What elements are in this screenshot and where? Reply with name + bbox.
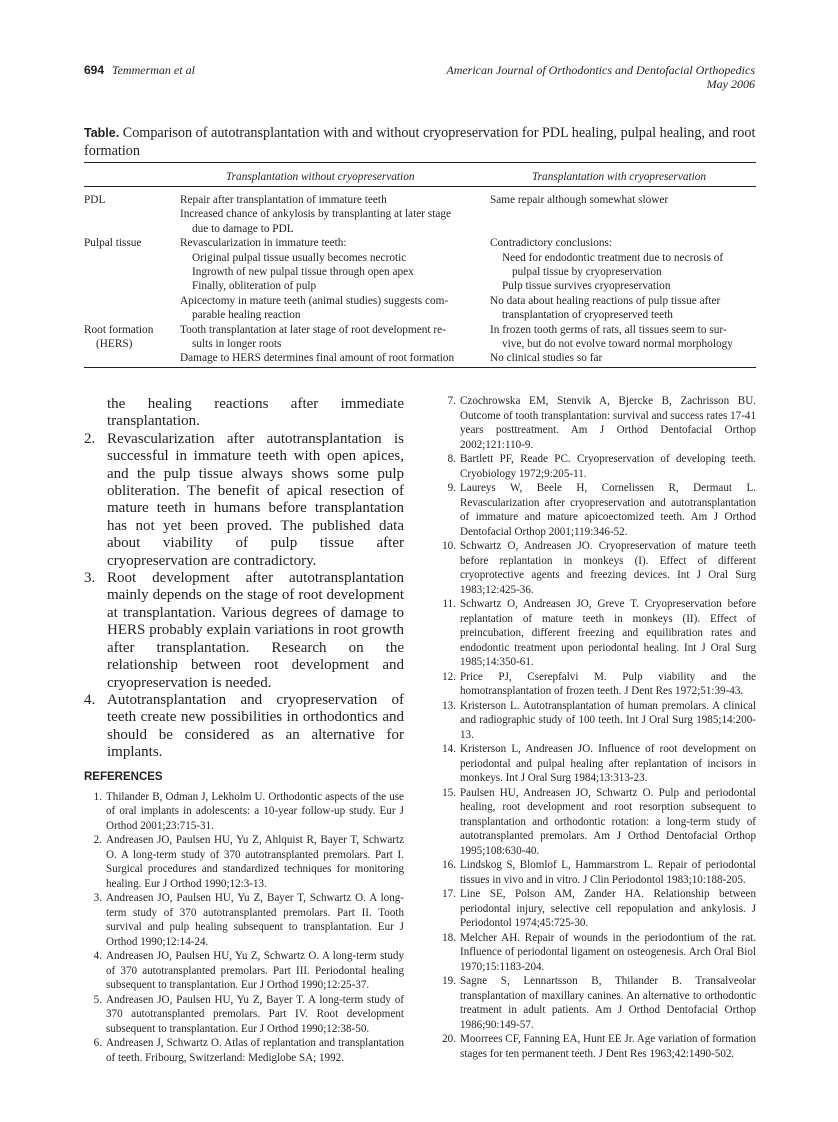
reference-item: [438, 858, 756, 887]
reference-item: [438, 699, 756, 743]
table-row: [84, 323, 756, 366]
reference-item: [84, 833, 404, 891]
issue-date: May 2006: [706, 77, 755, 91]
reference-number: 2.: [93, 834, 102, 847]
reference-text: Kristerson L, Andreasen JO. Influence of root development on periodontal and pulpal healing after replantation of incisors in monkeys. Int J Oral Surg 1984;13:313-23.: [460, 743, 756, 784]
cell-line: Increased chance of ankylosis by transplanting at later stage: [180, 208, 452, 221]
reference-text: Paulsen HU, Andreasen JO, Schwartz O. Pulp and periodontal healing, root development and root resorption subsequent to transplantation and orthodontic rotation: a long-term study of autotransplanted premolars. Am J Orthod Dentofacial Orthop 1995;108:630-40.: [460, 786, 756, 857]
reference-text: Schwartz O, Andreasen JO. Cryopreservation of mature teeth before replantation in monkeys (I). Effect of different cryoprotective agents and freezing devices. Int J Oral Surg 1983;12:425-36.: [460, 540, 756, 596]
journal-title: American Journal of Orthodontics and Dentofacial Orthopedics: [446, 63, 755, 77]
reference-number: 11.: [442, 598, 456, 610]
comparison-table: [84, 162, 756, 366]
row-label-line: Root formation: [84, 323, 154, 336]
reference-text: Moorrees CF, Fanning EA, Hunt EE Jr. Age variation of formation stages for ten permanent teeth. J Dent Res 1963;42:1490-502.: [460, 1033, 756, 1060]
table-bottom-rule: [84, 367, 756, 368]
reference-item: [438, 481, 756, 539]
reference-text: Line SE, Polson AM, Zander HA. Relationship between periodontal injury, selective cell repopulation and ankylosis. J Periodontol 1974;45:725-30.: [460, 888, 756, 929]
cell-line: No data about healing reactions of pulp tissue after: [490, 294, 721, 307]
running-header-right: [446, 63, 755, 91]
reference-item: [438, 670, 756, 699]
without-cryo-cell: [180, 236, 480, 322]
reference-number: 5.: [93, 993, 102, 1006]
left-column: [84, 396, 404, 1065]
reference-text: Bartlett PF, Reade PC. Cryopreservation of developing teeth. Cryobiology 1972;9:205-11.: [460, 453, 756, 480]
with-cryo-cell: [490, 236, 756, 322]
conclusions-text: [84, 396, 404, 762]
row-label-line: PDL: [84, 194, 106, 206]
with-cryo-cell: [490, 193, 756, 236]
table-caption: [84, 124, 756, 160]
reference-number: 16.: [442, 859, 456, 871]
reference-number: 9.: [447, 482, 456, 494]
cell-line: Contradictory conclusions:: [490, 237, 613, 250]
cell-line: Apicectomy in mature teeth (animal studies) suggests com-: [180, 294, 449, 307]
cell-line: parable healing reaction: [192, 309, 301, 322]
reference-number: 1.: [93, 790, 102, 803]
reference-number: 19.: [442, 975, 456, 987]
references-left-column: [84, 790, 404, 1066]
reference-number: 13.: [442, 699, 456, 712]
cell-line: sults in longer roots: [192, 338, 282, 351]
conclusion-item: [84, 570, 404, 692]
reference-text: Andreasen JO, Paulsen HU, Yu Z, Schwartz O. A long-term study of 370 autotransplanted premolars. Part III. Periodontal healing subsequent to transplantation. Eur J Orthod 1990;12:25-37.: [106, 950, 404, 992]
item-text: Revascularization after autotransplantation is successful in immature teeth with open apices, and the pulp tissue always shows some pulp obliteration. The benefit of apical resection of mature teeth in humans before transplantation has not yet been proved. The published data about viability of pulp tissue after cryopreservation are contradictory.: [107, 430, 404, 569]
cell-line: Repair after transplantation of immature teeth: [180, 194, 387, 206]
reference-text: Andreasen JO, Paulsen HU, Yu Z, Bayer T, Schwartz O. A long-term study of 370 autotransplanted premolars. Part II. Tooth survival and pulp healing subsequent to transplantation. Eur J Orthod 1990;12:14-24.: [106, 892, 404, 948]
reference-item: [438, 931, 756, 975]
page-number: 694: [84, 63, 105, 77]
reference-item: [438, 786, 756, 859]
without-cryo-cell: [180, 193, 480, 236]
reference-text: Thilander B, Odman J, Lekholm U. Orthodontic aspects of the use of oral implants in adolescents: a 10-year follow-up study. Eur J Orthod 2001;23:715-31.: [106, 790, 404, 832]
conclusion-item: [84, 692, 404, 762]
reference-text: Sagne S, Lennartsson B, Thilander B. Transalveolar transplantation of maxillary canines. An alternative to orthodontic treatment in adult patients. Am J Orthod Dentofacial Orthop 1986;90:149-57.: [460, 975, 756, 1031]
cell-line: Ingrowth of new pulpal tissue through open apex: [192, 266, 414, 279]
cell-line: Same repair although somewhat slower: [490, 194, 669, 206]
reference-item: [84, 790, 404, 834]
reference-item: [438, 394, 756, 452]
reference-text: Lindskog S, Blomlof L, Hammarstrom L. Repair of periodontal tissues in vivo and in vitro. J Clin Periodontol 1983;10:188-205.: [460, 859, 756, 886]
reference-number: 3.: [93, 892, 102, 905]
authors: Temmerman et al: [112, 63, 195, 77]
reference-number: 4.: [93, 950, 102, 963]
reference-text: Kristerson L. Autotransplantation of human premolars. A clinical and radiographic study of 100 teeth. Int J Oral Surg 1985;14:200-13.: [460, 699, 756, 741]
row-label-cell: [84, 193, 174, 236]
cell-line: Revascularization in immature teeth:: [180, 237, 347, 250]
row-label-line: Pulpal tissue: [84, 237, 142, 250]
row-label-cell: [84, 236, 174, 322]
reference-item: [438, 887, 756, 931]
table-row: [84, 193, 756, 236]
reference-text: Laureys W, Beele H, Cornelissen R, Dermaut L. Revascularization after cryopreservation and autotransplantation of immature and mature apicoectomized teeth. Am J Orthod Dentofacial Orthop 2001;119:346-52.: [460, 482, 756, 538]
reference-number: 14.: [442, 743, 456, 755]
cell-line: transplantation of cryopreserved teeth: [502, 309, 673, 322]
reference-item: [84, 993, 404, 1037]
reference-text: Andreasen JO, Paulsen HU, Yu Z, Ahlquist R, Bayer T, Schwartz O. A long-term study of 370 autotransplanted premolars. Part I. Surgical procedures and standardized techniques for monitoring healing. Eur J Orthod 1990;12:3-13.: [106, 834, 404, 890]
reference-number: 8.: [447, 453, 456, 465]
reference-text: Schwartz O, Andreasen JO, Greve T. Cryopreservation before replantation of mature teeth in monkeys (II). Effect of preincubation, different freezing and equilibration rates and endodontic treatment upon periodontal healing. Int J Oral Surg 1985;14:350-61.: [460, 598, 756, 668]
cell-line: Finally, obliteration of pulp: [192, 280, 317, 293]
cell-line: Need for endodontic treatment due to necrosis of: [502, 251, 724, 264]
conclusion-item: [84, 431, 404, 570]
row-label-cell: [84, 323, 174, 366]
table-label: Table.: [84, 126, 120, 140]
item-number: 2.: [84, 430, 96, 447]
cell-line: Damage to HERS determines final amount of root formation: [180, 352, 455, 365]
reference-number: 20.: [442, 1033, 456, 1045]
reference-text: Andreasen J, Schwartz O. Atlas of replantation and transplantation of teeth. Fribourg, Switzerland: Mediglobe SA; 1992.: [106, 1037, 404, 1064]
reference-number: 12.: [442, 670, 456, 683]
reference-text: Price PJ, Cserepfalvi M. Pulp viability and the homotransplantation of frozen teeth. J Dent Res 1972;51:39-43.: [460, 670, 756, 697]
running-header-left: [84, 63, 195, 78]
with-cryo-cell: [490, 323, 756, 366]
cell-line: No clinical studies so far: [490, 352, 603, 365]
reference-item: [84, 1036, 404, 1065]
reference-item: [438, 452, 756, 481]
reference-number: 10.: [442, 540, 456, 552]
reference-text: Czochrowska EM, Stenvik A, Bjercke B, Zachrisson BU. Outcome of tooth transplantation: survival and success rates 17-41 years posttreatment. Am J Orthod Dentofacial Orthop 2002;121:110-9.: [460, 395, 756, 451]
table-caption-text: Comparison of autotransplantation with and without cryopreservation for PDL healing, pulpal healing, and root formation: [84, 125, 756, 159]
cell-line: pulpal tissue by cryopreservation: [512, 266, 662, 279]
reference-item: [438, 974, 756, 1032]
reference-number: 15.: [442, 786, 456, 799]
reference-number: 6.: [93, 1037, 102, 1050]
references-right-column: [438, 394, 756, 1061]
cell-line: In frozen tooth germs of rats, all tissues seem to sur-: [490, 323, 727, 336]
reference-item: [438, 1032, 756, 1061]
item-text: Autotransplantation and cryopreservation of teeth create new possibilities in orthodontics and should be considered as an alternative for implants.: [107, 691, 404, 761]
table-row: [84, 236, 756, 322]
reference-item: [84, 949, 404, 993]
reference-number: 17.: [442, 888, 456, 900]
item-number: 4.: [84, 691, 96, 708]
cell-line: Pulp tissue survives cryopreservation: [502, 280, 671, 293]
reference-item: [438, 539, 756, 597]
cell-line: Tooth transplantation at later stage of root development re-: [180, 323, 446, 336]
reference-text: Andreasen JO, Paulsen HU, Yu Z, Bayer T. A long-term study of 370 autotransplanted premolars. Part IV. Root development subsequent to transplantation. Eur J Orthod 1990;12:38-50.: [106, 993, 404, 1035]
reference-text: Melcher AH. Repair of wounds in the periodontium of the rat. Influence of periodontal ligament on osteogenesis. Arch Oral Biol 1970;15:1183-204.: [460, 931, 756, 973]
without-cryo-cell: [180, 323, 480, 366]
reference-number: 18.: [442, 931, 456, 944]
item-number: 3.: [84, 570, 96, 587]
reference-number: 7.: [447, 395, 456, 407]
reference-item: [84, 891, 404, 949]
cell-line: Original pulpal tissue usually becomes necrotic: [192, 251, 407, 264]
reference-item: [438, 742, 756, 786]
col-header-without: Transplantation without cryopreservation: [226, 171, 415, 183]
item-text: Root development after autotransplantation mainly depends on the stage of root development at transplantation. Various degrees of damage to HERS probably explain variations in root growth after transplantation. Research on the relationship between root development and cryopreservation is needed.: [107, 570, 404, 691]
continuation-paragraph: the healing reactions after immediate transplantation.: [107, 396, 404, 430]
references-heading: REFERENCES: [84, 770, 163, 783]
col-header-with: Transplantation with cryopreservation: [532, 171, 707, 183]
cell-line: due to damage to PDL: [192, 222, 294, 235]
row-label-line: (HERS): [96, 338, 133, 351]
cell-line: vive, but do not evolve toward normal morphology: [502, 338, 733, 351]
reference-item: [438, 597, 756, 670]
